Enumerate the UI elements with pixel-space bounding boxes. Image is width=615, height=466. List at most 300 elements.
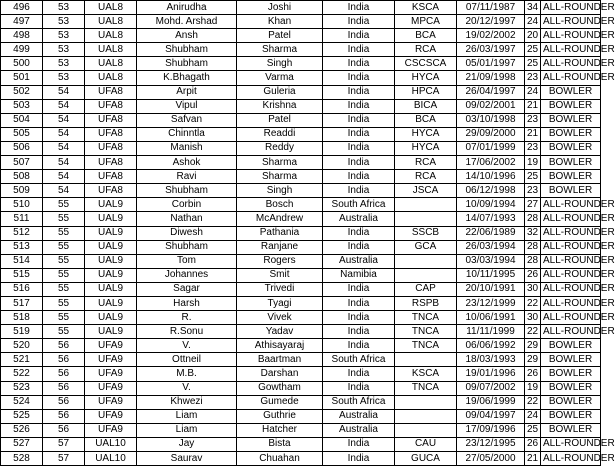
serial-cell: 509 [1, 184, 43, 198]
first-name-cell: R. [137, 311, 237, 325]
set-code-cell: UFA9 [85, 353, 137, 367]
set-cell: 56 [43, 409, 85, 423]
specialism-cell: ALL-ROUNDER [541, 268, 601, 282]
set-cell: 56 [43, 353, 85, 367]
serial-cell: 524 [1, 395, 43, 409]
set-cell: 54 [43, 170, 85, 184]
surname-cell: Guthrie [237, 409, 323, 423]
country-cell: India [323, 339, 395, 353]
table-row [1, 127, 601, 141]
state-assoc-cell: HYCA [395, 141, 457, 155]
serial-cell: 498 [1, 29, 43, 43]
first-name-cell: M.B. [137, 367, 237, 381]
set-code-cell: UFA9 [85, 381, 137, 395]
serial-cell: 502 [1, 85, 43, 99]
set-code-cell: UFA8 [85, 127, 137, 141]
set-cell: 57 [43, 452, 85, 466]
table-row [1, 198, 601, 212]
serial-cell: 519 [1, 325, 43, 339]
specialism-cell: ALL-ROUNDER [541, 226, 601, 240]
table-row [1, 381, 601, 395]
table-row [1, 113, 601, 127]
first-name-cell: Shubham [137, 57, 237, 71]
set-code-cell: UAL9 [85, 212, 137, 226]
first-name-cell: Ottneil [137, 353, 237, 367]
surname-cell: Singh [237, 57, 323, 71]
country-cell: India [323, 15, 395, 29]
set-code-cell: UAL8 [85, 29, 137, 43]
country-cell: India [323, 452, 395, 466]
set-cell: 55 [43, 226, 85, 240]
set-cell: 53 [43, 15, 85, 29]
state-assoc-cell: HYCA [395, 71, 457, 85]
dob-cell: 17/09/1996 [457, 423, 525, 437]
age-cell: 30 [525, 282, 541, 296]
dob-cell: 07/01/1999 [457, 141, 525, 155]
surname-cell: Chuahan [237, 452, 323, 466]
surname-cell: Varma [237, 71, 323, 85]
first-name-cell: Liam [137, 423, 237, 437]
state-assoc-cell: GCA [395, 240, 457, 254]
age-cell: 23 [525, 141, 541, 155]
serial-cell: 516 [1, 282, 43, 296]
specialism-cell: BOWLER [541, 184, 601, 198]
table-row [1, 1, 601, 15]
state-assoc-cell: TNCA [395, 311, 457, 325]
serial-cell: 526 [1, 423, 43, 437]
dob-cell: 14/07/1993 [457, 212, 525, 226]
specialism-cell: ALL-ROUNDER [541, 311, 601, 325]
state-assoc-cell: SSCB [395, 226, 457, 240]
age-cell: 21 [525, 99, 541, 113]
first-name-cell: Harsh [137, 296, 237, 310]
age-cell: 21 [525, 452, 541, 466]
table-row [1, 367, 601, 381]
set-code-cell: UFA8 [85, 85, 137, 99]
set-code-cell: UAL9 [85, 254, 137, 268]
surname-cell: Khan [237, 15, 323, 29]
serial-cell: 523 [1, 381, 43, 395]
set-cell: 56 [43, 395, 85, 409]
age-cell: 29 [525, 339, 541, 353]
surname-cell: Bosch [237, 198, 323, 212]
serial-cell: 504 [1, 113, 43, 127]
player-table-body [1, 1, 615, 466]
serial-cell: 500 [1, 57, 43, 71]
set-code-cell: UAL8 [85, 71, 137, 85]
serial-cell: 505 [1, 127, 43, 141]
first-name-cell: Sagar [137, 282, 237, 296]
dob-cell: 20/10/1991 [457, 282, 525, 296]
dob-cell: 27/05/2000 [457, 452, 525, 466]
country-cell: India [323, 156, 395, 170]
country-cell: India [323, 240, 395, 254]
country-cell: India [323, 282, 395, 296]
table-row [1, 282, 601, 296]
set-cell: 54 [43, 141, 85, 155]
country-cell: South Africa [323, 353, 395, 367]
serial-cell: 511 [1, 212, 43, 226]
state-assoc-cell [395, 423, 457, 437]
set-cell: 53 [43, 71, 85, 85]
country-cell: India [323, 170, 395, 184]
surname-cell: Guleria [237, 85, 323, 99]
first-name-cell: Shubham [137, 184, 237, 198]
specialism-cell: BOWLER [541, 99, 601, 113]
specialism-cell: BOWLER [541, 409, 601, 423]
country-cell: Australia [323, 423, 395, 437]
age-cell: 34 [525, 1, 541, 15]
set-code-cell: UFA8 [85, 156, 137, 170]
set-code-cell: UFA8 [85, 113, 137, 127]
surname-cell: Bista [237, 437, 323, 451]
set-cell: 54 [43, 113, 85, 127]
country-cell: India [323, 311, 395, 325]
country-cell: India [323, 71, 395, 85]
country-cell: India [323, 226, 395, 240]
set-cell: 53 [43, 29, 85, 43]
first-name-cell: Ashok [137, 156, 237, 170]
set-code-cell: UAL8 [85, 15, 137, 29]
table-row [1, 29, 601, 43]
table-row [1, 57, 601, 71]
state-assoc-cell: CSCSCA [395, 57, 457, 71]
country-cell: Australia [323, 409, 395, 423]
state-assoc-cell [395, 198, 457, 212]
serial-cell: 510 [1, 198, 43, 212]
surname-cell: Patel [237, 29, 323, 43]
dob-cell: 23/12/1995 [457, 437, 525, 451]
specialism-cell: ALL-ROUNDER [541, 325, 601, 339]
state-assoc-cell: HYCA [395, 127, 457, 141]
surname-cell: Vivek [237, 311, 323, 325]
serial-cell: 517 [1, 296, 43, 310]
specialism-cell: BOWLER [541, 113, 601, 127]
set-cell: 56 [43, 423, 85, 437]
age-cell: 19 [525, 381, 541, 395]
first-name-cell: Shubham [137, 240, 237, 254]
surname-cell: Sharma [237, 156, 323, 170]
state-assoc-cell: KSCA [395, 1, 457, 15]
surname-cell: Pathania [237, 226, 323, 240]
serial-cell: 528 [1, 452, 43, 466]
table-row [1, 254, 601, 268]
country-cell: India [323, 296, 395, 310]
age-cell: 30 [525, 311, 541, 325]
state-assoc-cell: BICA [395, 99, 457, 113]
state-assoc-cell: RSPB [395, 296, 457, 310]
table-row [1, 85, 601, 99]
table-row [1, 170, 601, 184]
specialism-cell: ALL-ROUNDER [541, 15, 601, 29]
set-cell: 54 [43, 184, 85, 198]
table-row [1, 325, 601, 339]
specialism-cell: ALL-ROUNDER [541, 71, 601, 85]
specialism-cell: BOWLER [541, 339, 601, 353]
dob-cell: 10/06/1991 [457, 311, 525, 325]
country-cell: India [323, 184, 395, 198]
dob-cell: 19/02/2002 [457, 29, 525, 43]
serial-cell: 501 [1, 71, 43, 85]
first-name-cell: V. [137, 381, 237, 395]
specialism-cell: ALL-ROUNDER [541, 57, 601, 71]
set-code-cell: UAL8 [85, 1, 137, 15]
set-cell: 56 [43, 339, 85, 353]
state-assoc-cell: RCA [395, 156, 457, 170]
dob-cell: 26/03/1994 [457, 240, 525, 254]
serial-cell: 514 [1, 254, 43, 268]
age-cell: 24 [525, 409, 541, 423]
table-row [1, 311, 601, 325]
set-cell: 54 [43, 127, 85, 141]
dob-cell: 10/09/1994 [457, 198, 525, 212]
surname-cell: Patel [237, 113, 323, 127]
set-code-cell: UAL8 [85, 57, 137, 71]
surname-cell: Gumede [237, 395, 323, 409]
country-cell: India [323, 1, 395, 15]
set-code-cell: UAL9 [85, 282, 137, 296]
age-cell: 26 [525, 437, 541, 451]
state-assoc-cell: RCA [395, 170, 457, 184]
set-code-cell: UAL9 [85, 226, 137, 240]
set-cell: 55 [43, 268, 85, 282]
set-code-cell: UFA9 [85, 409, 137, 423]
country-cell: South Africa [323, 395, 395, 409]
serial-cell: 507 [1, 156, 43, 170]
age-cell: 25 [525, 43, 541, 57]
age-cell: 26 [525, 268, 541, 282]
specialism-cell: BOWLER [541, 381, 601, 395]
first-name-cell: Arpit [137, 85, 237, 99]
dob-cell: 20/12/1997 [457, 15, 525, 29]
surname-cell: Singh [237, 184, 323, 198]
table-row [1, 452, 601, 466]
state-assoc-cell: RCA [395, 43, 457, 57]
specialism-cell: ALL-ROUNDER [541, 437, 601, 451]
specialism-cell: BOWLER [541, 395, 601, 409]
serial-cell: 496 [1, 1, 43, 15]
first-name-cell: Nathan [137, 212, 237, 226]
dob-cell: 06/06/1992 [457, 339, 525, 353]
country-cell: India [323, 113, 395, 127]
age-cell: 29 [525, 353, 541, 367]
table-row [1, 156, 601, 170]
first-name-cell: Corbin [137, 198, 237, 212]
set-code-cell: UFA9 [85, 339, 137, 353]
state-assoc-cell [395, 268, 457, 282]
first-name-cell: Khwezi [137, 395, 237, 409]
surname-cell: Sharma [237, 170, 323, 184]
state-assoc-cell: KSCA [395, 367, 457, 381]
serial-cell: 499 [1, 43, 43, 57]
specialism-cell: ALL-ROUNDER [541, 282, 601, 296]
age-cell: 22 [525, 395, 541, 409]
set-code-cell: UFA9 [85, 367, 137, 381]
dob-cell: 19/01/1996 [457, 367, 525, 381]
set-cell: 55 [43, 212, 85, 226]
set-cell: 53 [43, 43, 85, 57]
first-name-cell: Saurav [137, 452, 237, 466]
surname-cell: Gowtham [237, 381, 323, 395]
surname-cell: Darshan [237, 367, 323, 381]
specialism-cell: BOWLER [541, 170, 601, 184]
table-row [1, 240, 601, 254]
dob-cell: 19/06/1999 [457, 395, 525, 409]
set-cell: 54 [43, 85, 85, 99]
set-cell: 57 [43, 437, 85, 451]
surname-cell: Ranjane [237, 240, 323, 254]
first-name-cell: Chinntla [137, 127, 237, 141]
state-assoc-cell: TNCA [395, 325, 457, 339]
set-cell: 55 [43, 325, 85, 339]
dob-cell: 26/04/1997 [457, 85, 525, 99]
table-row [1, 212, 601, 226]
set-cell: 53 [43, 1, 85, 15]
age-cell: 20 [525, 29, 541, 43]
age-cell: 19 [525, 156, 541, 170]
set-code-cell: UAL9 [85, 268, 137, 282]
serial-cell: 506 [1, 141, 43, 155]
specialism-cell: ALL-ROUNDER [541, 296, 601, 310]
dob-cell: 09/02/2001 [457, 99, 525, 113]
country-cell: India [323, 325, 395, 339]
specialism-cell: BOWLER [541, 353, 601, 367]
age-cell: 21 [525, 127, 541, 141]
dob-cell: 03/03/1994 [457, 254, 525, 268]
age-cell: 26 [525, 367, 541, 381]
surname-cell: Smit [237, 268, 323, 282]
dob-cell: 09/04/1997 [457, 409, 525, 423]
state-assoc-cell [395, 353, 457, 367]
serial-cell: 525 [1, 409, 43, 423]
specialism-cell: ALL-ROUNDER [541, 43, 601, 57]
first-name-cell: Vipul [137, 99, 237, 113]
dob-cell: 14/10/1996 [457, 170, 525, 184]
set-cell: 55 [43, 296, 85, 310]
state-assoc-cell: BCA [395, 29, 457, 43]
first-name-cell: Mohd. Arshad [137, 15, 237, 29]
set-code-cell: UAL10 [85, 437, 137, 451]
age-cell: 24 [525, 85, 541, 99]
country-cell: India [323, 141, 395, 155]
table-row [1, 184, 601, 198]
first-name-cell: Tom [137, 254, 237, 268]
state-assoc-cell [395, 212, 457, 226]
specialism-cell: BOWLER [541, 127, 601, 141]
country-cell: Australia [323, 254, 395, 268]
set-code-cell: UAL9 [85, 240, 137, 254]
surname-cell: Athisayaraj [237, 339, 323, 353]
country-cell: India [323, 381, 395, 395]
set-cell: 53 [43, 57, 85, 71]
age-cell: 22 [525, 325, 541, 339]
serial-cell: 518 [1, 311, 43, 325]
set-cell: 55 [43, 254, 85, 268]
table-row [1, 15, 601, 29]
country-cell: India [323, 437, 395, 451]
set-code-cell: UAL9 [85, 311, 137, 325]
set-code-cell: UFA9 [85, 423, 137, 437]
age-cell: 23 [525, 113, 541, 127]
specialism-cell: ALL-ROUNDER [541, 452, 601, 466]
dob-cell: 26/03/1997 [457, 43, 525, 57]
dob-cell: 23/12/1999 [457, 296, 525, 310]
set-cell: 54 [43, 99, 85, 113]
serial-cell: 515 [1, 268, 43, 282]
set-code-cell: UAL9 [85, 198, 137, 212]
age-cell: 25 [525, 170, 541, 184]
set-code-cell: UAL9 [85, 296, 137, 310]
age-cell: 27 [525, 198, 541, 212]
set-code-cell: UAL8 [85, 43, 137, 57]
first-name-cell: K.Bhagath [137, 71, 237, 85]
age-cell: 28 [525, 254, 541, 268]
specialism-cell: ALL-ROUNDER [541, 29, 601, 43]
surname-cell: Reddy [237, 141, 323, 155]
specialism-cell: BOWLER [541, 141, 601, 155]
age-cell: 25 [525, 57, 541, 71]
state-assoc-cell: BCA [395, 113, 457, 127]
dob-cell: 09/07/2002 [457, 381, 525, 395]
set-cell: 55 [43, 198, 85, 212]
first-name-cell: Shubham [137, 43, 237, 57]
first-name-cell: Ansh [137, 29, 237, 43]
surname-cell: Joshi [237, 1, 323, 15]
serial-cell: 497 [1, 15, 43, 29]
serial-cell: 513 [1, 240, 43, 254]
first-name-cell: Diwesh [137, 226, 237, 240]
set-cell: 55 [43, 311, 85, 325]
serial-cell: 520 [1, 339, 43, 353]
country-cell: India [323, 367, 395, 381]
state-assoc-cell: CAU [395, 437, 457, 451]
state-assoc-cell: MPCA [395, 15, 457, 29]
surname-cell: Sharma [237, 43, 323, 57]
set-cell: 56 [43, 367, 85, 381]
dob-cell: 21/09/1998 [457, 71, 525, 85]
state-assoc-cell: CAP [395, 282, 457, 296]
set-code-cell: UFA8 [85, 184, 137, 198]
specialism-cell: ALL-ROUNDER [541, 212, 601, 226]
first-name-cell: Liam [137, 409, 237, 423]
country-cell: India [323, 57, 395, 71]
table-row [1, 395, 601, 409]
first-name-cell: Manish [137, 141, 237, 155]
first-name-cell: Safvan [137, 113, 237, 127]
specialism-cell: BOWLER [541, 423, 601, 437]
dob-cell: 29/09/2000 [457, 127, 525, 141]
age-cell: 24 [525, 15, 541, 29]
first-name-cell: Jay [137, 437, 237, 451]
state-assoc-cell [395, 254, 457, 268]
set-cell: 54 [43, 156, 85, 170]
table-row [1, 423, 601, 437]
age-cell: 28 [525, 212, 541, 226]
state-assoc-cell: TNCA [395, 339, 457, 353]
specialism-cell: ALL-ROUNDER [541, 254, 601, 268]
first-name-cell: R.Sonu [137, 325, 237, 339]
serial-cell: 503 [1, 99, 43, 113]
country-cell: Namibia [323, 268, 395, 282]
dob-cell: 18/03/1993 [457, 353, 525, 367]
surname-cell: McAndrew [237, 212, 323, 226]
dob-cell: 03/10/1998 [457, 113, 525, 127]
specialism-cell: BOWLER [541, 367, 601, 381]
dob-cell: 17/06/2002 [457, 156, 525, 170]
table-row [1, 268, 601, 282]
state-assoc-cell [395, 395, 457, 409]
set-code-cell: UAL10 [85, 452, 137, 466]
